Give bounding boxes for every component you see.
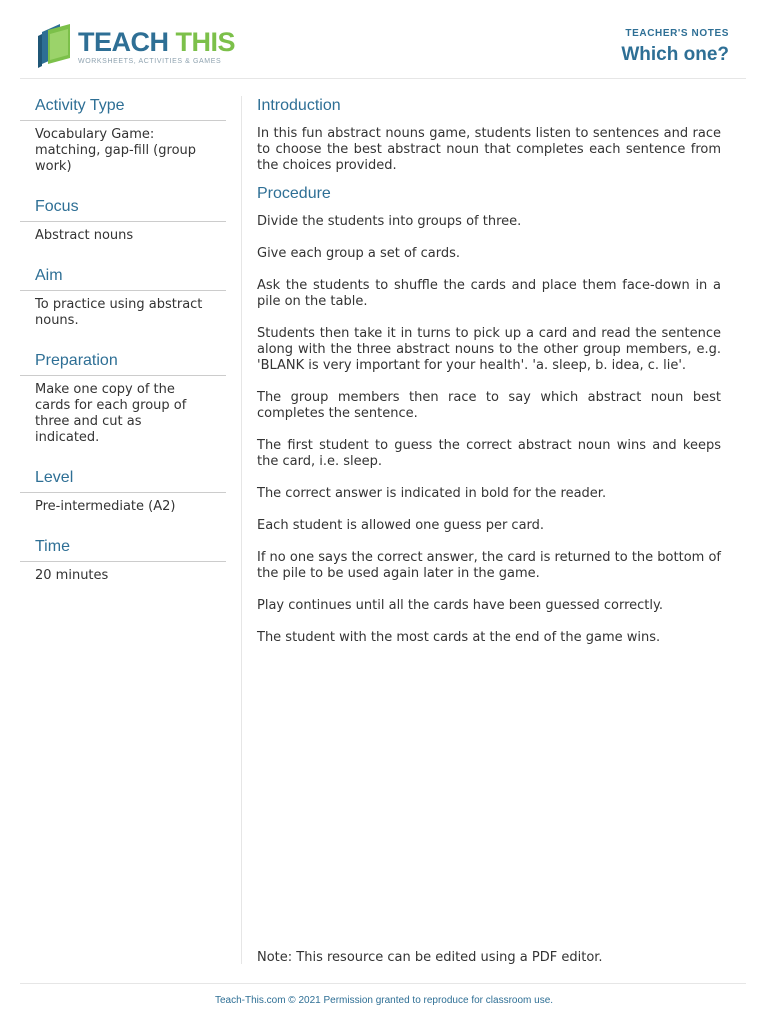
- sidebar-body: 20 minutes: [35, 568, 109, 583]
- procedure-step: The first student to guess the correct abstract noun wins and keeps the card, i.e. sleep.: [257, 438, 721, 469]
- sidebar-heading: Level: [20, 468, 226, 493]
- procedure-step: Give each group a set of cards.: [257, 246, 461, 261]
- sidebar-heading: Focus: [20, 197, 226, 222]
- procedure-step: Ask the students to shuffle the cards and place them face-down in a pile on the table.: [257, 278, 721, 309]
- sidebar-section-level: [20, 468, 226, 525]
- sidebar-body: Abstract nouns: [35, 228, 134, 243]
- procedure-step: Students then take it in turns to pick up a card and read the sentence along with the three abstract nouns to the other group members, e.g. 'BLANK is very important for your health'. 'a. sleep, b. idea, c. lie'.: [257, 326, 721, 373]
- logo-this-text: THIS: [175, 27, 236, 57]
- pdf-editor-note: Note: This resource can be edited using a PDF editor.: [257, 950, 603, 965]
- sidebar-body: To practice using abstract nouns.: [35, 297, 203, 328]
- footer-copyright: Teach-This.com © 2021 Permission granted to reproduce for classroom use.: [214, 995, 554, 1006]
- procedure-step: The student with the most cards at the end of the game wins.: [257, 630, 661, 645]
- procedure-step: The correct answer is indicated in bold for the reader.: [257, 486, 607, 501]
- sidebar-section-time: [20, 537, 226, 594]
- procedure-step: Each student is allowed one guess per card.: [257, 518, 545, 533]
- sidebar-section-activity-type: [20, 96, 226, 185]
- sidebar-body: Make one copy of the cards for each group of three and cut as indicated.: [35, 382, 187, 445]
- header-divider: [20, 78, 746, 79]
- logo-teach-text: TEACH: [78, 27, 169, 57]
- sidebar-section-focus: [20, 197, 226, 254]
- teachers-notes-label: TEACHER'S NOTES: [625, 28, 729, 39]
- procedure-heading: Procedure: [257, 185, 331, 202]
- sidebar: [20, 96, 226, 606]
- procedure-step: The group members then race to say which abstract noun best completes the sentence.: [257, 390, 721, 421]
- sidebar-body: Pre-intermediate (A2): [35, 499, 176, 514]
- sidebar-heading: Activity Type: [20, 96, 226, 121]
- logo-tagline: WORKSHEETS, ACTIVITIES & GAMES: [78, 58, 222, 65]
- main-content: [257, 96, 721, 662]
- sidebar-heading: Preparation: [20, 351, 226, 376]
- sidebar-section-aim: [20, 266, 226, 339]
- procedure-step: Divide the students into groups of three.: [257, 214, 522, 229]
- page-header: [0, 0, 768, 80]
- introduction-heading: Introduction: [257, 97, 341, 114]
- procedure-step: Play continues until all the cards have been guessed correctly.: [257, 598, 663, 613]
- book-logo-icon: [36, 22, 76, 68]
- introduction-text: In this fun abstract nouns game, students listen to sentences and race to choose the best abstract noun that completes each sentence from the choices provided.: [257, 126, 721, 173]
- sidebar-heading: Aim: [20, 266, 226, 291]
- sidebar-body: Vocabulary Game: matching, gap-fill (group work): [35, 127, 197, 174]
- page-title: Which one?: [621, 44, 729, 65]
- footer-divider: [20, 983, 746, 984]
- sidebar-heading: Time: [20, 537, 226, 562]
- column-divider: [241, 96, 242, 964]
- procedure-step: If no one says the correct answer, the card is returned to the bottom of the pile to be used again later in the game.: [257, 550, 721, 581]
- teach-this-logo: [36, 22, 236, 70]
- sidebar-section-preparation: [20, 351, 226, 456]
- logo-wordmark: [78, 28, 235, 56]
